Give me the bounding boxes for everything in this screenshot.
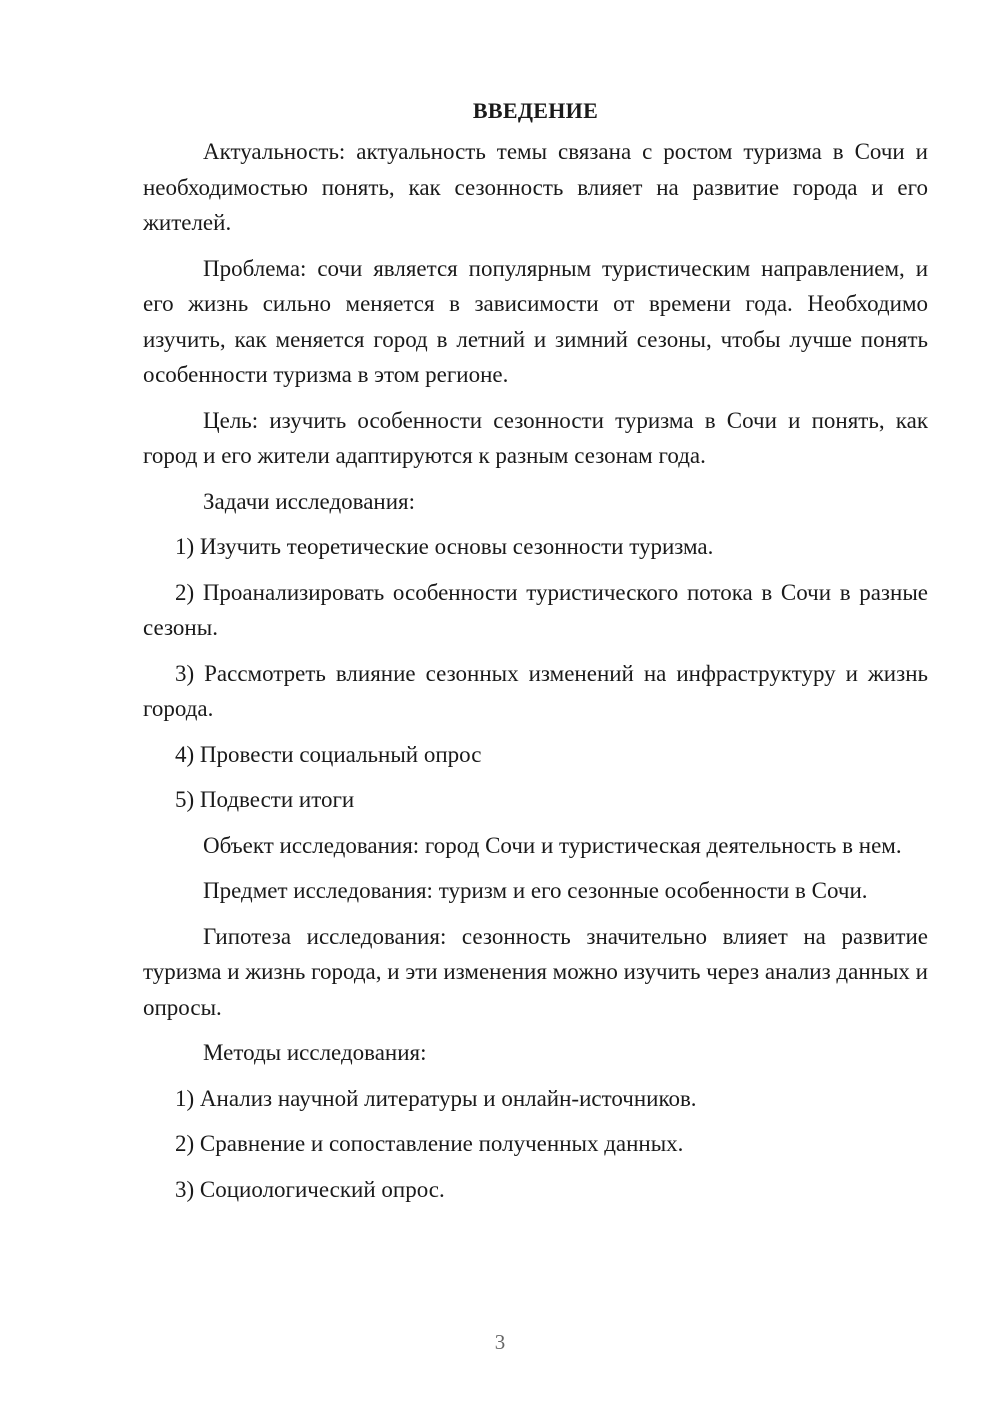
task-item-1: 1) Изучить теоретические основы сезонности туризма. (175, 534, 714, 559)
section-heading: ВВЕДЕНИЕ (472, 98, 599, 123)
subject-paragraph: Предмет исследования: туризм и его сезонные особенности в Сочи. (203, 878, 868, 903)
method-item-3: 3) Социологический опрос. (175, 1176, 445, 1202)
method-item-2: 2) Сравнение и сопоставление полученных данных. (175, 1131, 684, 1156)
task-item-4: 4) Провести социальный опрос (175, 741, 482, 767)
task-item-5: 5) Подвести итоги (175, 787, 355, 812)
page-number: 3 (494, 1330, 506, 1354)
object-paragraph: Объект исследования: город Сочи и туристическая деятельность в нем. (203, 832, 902, 858)
methods-title: Методы исследования: (203, 1040, 427, 1065)
hypothesis-paragraph: Гипотеза исследования: сезонность значительно влияет на развитие туризма и жизнь города, и эти изменения можно изучить через анализ данных и опросы. (143, 923, 928, 1020)
problem-paragraph: Проблема: сочи является популярным туристическим направлением, и его жизнь сильно меняется в зависимости от времени года. Необходимо изучить, как меняется город в летний и зимний сезоны, чтобы лучше понять особенности туризма в этом регионе. (143, 255, 928, 387)
method-item-1: 1) Анализ научной литературы и онлайн-источников. (175, 1085, 697, 1111)
task-item-3: 3) Рассмотреть влияние сезонных изменений на инфраструктуру и жизнь города. (143, 660, 928, 721)
tasks-title: Задачи исследования: (203, 488, 416, 514)
relevance-paragraph: Актуальность: актуальность темы связана с ростом туризма в Сочи и необходимостью понять, как сезонность влияет на развитие города и его жителей. (143, 139, 928, 235)
document-body (143, 93, 928, 1217)
task-item-2: 2) Проанализировать особенности туристического потока в Сочи в разные сезоны. (143, 579, 928, 640)
goal-paragraph: Цель: изучить особенности сезонности туризма в Сочи и понять, как город и его жители адаптируются к разным сезонам года. (143, 407, 928, 468)
